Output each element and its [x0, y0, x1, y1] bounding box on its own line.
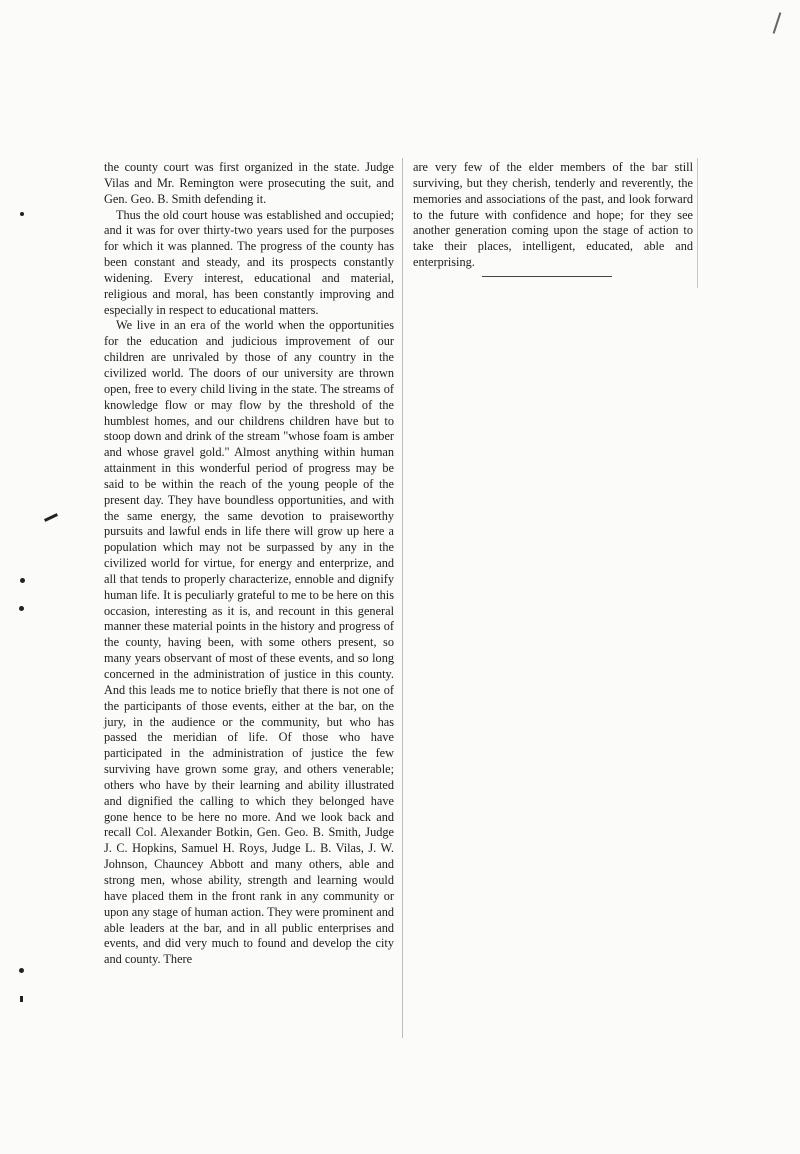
paragraph: the county court was first organized in the state. Judge Vilas and Mr. Remington were prosecuting the suit, and Gen. Geo. B. Smith defending it.	[104, 160, 394, 206]
margin-dash	[20, 996, 23, 1002]
margin-dot	[19, 606, 24, 611]
end-of-article-rule	[482, 276, 612, 277]
right-column	[413, 160, 693, 271]
paragraph: We live in an era of the world when the opportunities for the education and judicious improvement of our children are unrivaled by those of any country in the civilized world. The doors of our university are thrown open, free to every child living in the state. The streams of knowledge flow or may flow by the threshold of the humblest homes, and our childrens children have but to stoop down and drink of the stream "whose foam is amber and whose gravel gold." Almost anything within human attainment in this wonderful period of progress may be said to be within the reach of the young people of the present day. They have boundless opportunities, and with the same energy, the same devotion to praiseworthy pursuits and lawful ends in life there will grow up here a population which may not be surpassed by any in the civilized world for virtue, for energy and enterprize, and all that tends to properly characterize, ennoble and dignify human life. It is peculiarly grateful to me to be here on this occasion, interesting as it is, and recount in this general manner these material points in the history and progress of the county, having been, with some others present, so many years observant of most of these events, and so long concerned in the administration of justice in this county. And this leads me to notice briefly that there is not one of the participants of those events, either at the bar, on the jury, in the audience or the community, but who has passed the meridian of life. Of those who have participated in the administration of justice the few surviving have grown some gray, and others venerable; others who have by their learning and ability illustrated and dignified the calling to which they belonged have gone hence to be here no more. And we look back and recall Col. Alexander Botkin, Gen. Geo. B. Smith, Judge J. C. Hopkins, Samuel H. Roys, Judge L. B. Vilas, J. W. Johnson, Chauncey Abbott and many others, able and strong men, whose ability, strength and learning would have placed them in the front rank in any community or upon any stage of human action. They were prominent and able leaders at the bar, and in all public enterprises and events, and did very much to found and develop the city and county. There	[104, 318, 394, 967]
margin-dash	[44, 513, 58, 522]
scan-mark	[773, 12, 782, 34]
margin-dot	[20, 578, 25, 583]
margin-dot	[19, 968, 24, 973]
right-column-edge-line	[697, 158, 698, 288]
paragraph: are very few of the elder members of the bar still surviving, but they cherish, tenderly and reverently, the memories and associations of the past, and look forward to the future with confidence and hope; for they see another generation coming upon the stage of action to take their places, intelligent, educated, able and enterprising.	[413, 160, 693, 270]
left-column	[104, 160, 394, 968]
margin-dot	[20, 212, 24, 216]
column-divider	[402, 158, 403, 1038]
paragraph: Thus the old court house was established and occupied; and it was for over thirty-two years used for the purposes for which it was planned. The progress of the county has been constant and steady, and its prospects constantly widening. Every interest, educational and material, religious and moral, has been constantly improving and especially in respect to educational matters.	[104, 207, 394, 317]
